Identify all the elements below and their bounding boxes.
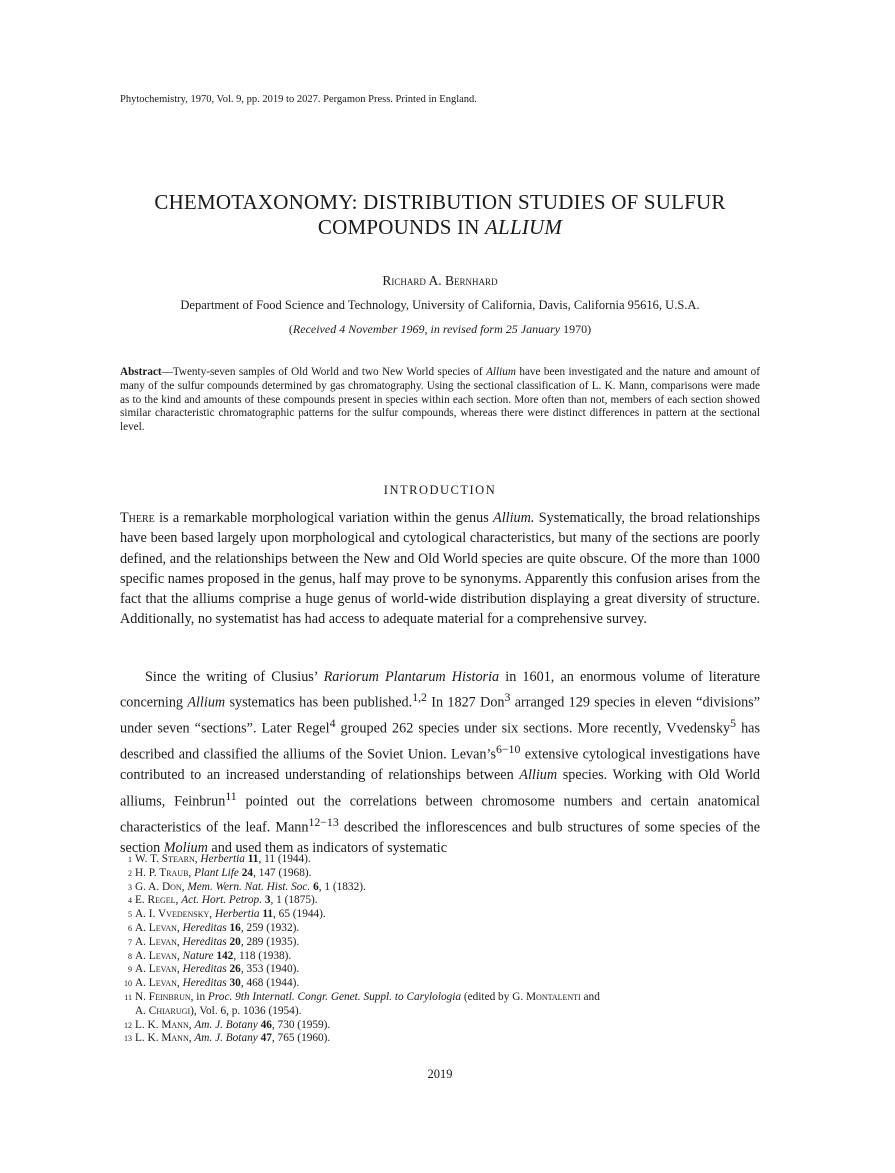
footnote-journal: Act. Hort. Petrop.	[181, 894, 263, 907]
footnote-journal: Proc. 9th Internatl. Congr. Genet. Suppl. to Carylologia	[207, 990, 462, 1003]
p2-text-i: species. Working with Old World alliums, Feinbrun	[120, 767, 760, 810]
footnote-volume: 16	[229, 921, 241, 934]
footnote-item	[120, 991, 765, 1019]
revised-date: 25 January	[502, 322, 564, 336]
p2-text-a: Since the writing of Clusius’	[145, 669, 324, 685]
footnote-item: 3 G. A. Don, Mem. Wern. Nat. Hist. Soc. 6, 1 (1832).	[120, 881, 765, 895]
author-affiliation: Department of Food Science and Technology, University of California, Davis, California 95616, U.S.A.	[180, 298, 700, 312]
citation-5: 5	[730, 716, 737, 731]
footnote-volume: 6	[313, 880, 319, 893]
abstract-text-2: have been investigated and the nature and amount of many of the sulfur compounds determined by gas chromatography. Using the sectional classification of L. K. Mann, comparisons were made as to the kind and amounts of these compounds present in species within each section. More often than not, members of each section showed similar characteristic chromatographic patterns for the sulfur compounds, whereas there were distinct differences in pattern at the sectional level.	[120, 366, 760, 434]
footnotes	[120, 853, 765, 1046]
intro-paragraph-2	[120, 667, 760, 858]
footnote-journal: Hereditas	[182, 977, 227, 990]
p2-text-k: described the inflorescences and bulb structures of some species of the section	[120, 819, 760, 856]
footnote-journal: Hereditas	[182, 935, 227, 948]
abstract-label: Abstract	[120, 366, 162, 378]
p2-text-j: pointed out the correlations between chromosome numbers and certain anatomical characteristics of the leaf. Mann	[120, 793, 760, 836]
received-close: )	[587, 322, 592, 336]
footnote-rest: , 118 (1938).	[233, 949, 292, 962]
section-heading-introduction: INTRODUCTION	[383, 483, 497, 497]
p2-text-e: arranged 129 species in eleven “divisions” under seven “sections”. Later Regel	[120, 695, 760, 738]
footnote-author: A. Levan	[135, 935, 177, 948]
footnote-rest: , 259 (1932).	[240, 921, 300, 934]
page-number: 2019	[427, 1067, 453, 1081]
footnote-number: 2	[128, 868, 132, 878]
footnote-volume: 47	[260, 1032, 272, 1045]
revised-year: 1970	[563, 322, 588, 336]
footnote-author: N. Feinbrun	[135, 990, 191, 1003]
footnote-volume: 46	[260, 1018, 272, 1031]
intro-paragraph-1	[120, 508, 760, 630]
footnote-number: 6	[128, 923, 132, 933]
footnote-journal: Am. J. Botany	[194, 1018, 258, 1031]
title-line-2-prefix: COMPOUNDS IN	[317, 215, 486, 239]
footnote-number: 7	[128, 937, 132, 947]
p2-genus-1: Allium	[187, 695, 226, 712]
abstract	[120, 366, 760, 435]
citation-12-13: 12−13	[308, 814, 339, 829]
journal-header: Phytochemistry, 1970, Vol. 9, pp. 2019 to 2027. Pergamon Press. Printed in England.	[120, 94, 477, 105]
footnote-author: A. Levan	[135, 949, 177, 962]
p1-text-a: is a remarkable morphological variation within the genus	[154, 510, 494, 526]
footnote-item: 12 L. K. Mann, Am. J. Botany 46, 730 (1959).	[120, 1019, 765, 1033]
footnote-author: A. Levan	[135, 963, 177, 976]
footnote-item: 1 W. T. Stearn, Herbertia 11, 11 (1944).	[120, 853, 765, 867]
footnote-editor: G. Montalenti	[512, 990, 581, 1003]
footnote-item: 7 A. Levan, Hereditas 20, 289 (1935).	[120, 936, 765, 950]
footnote-rest: ), Vol. 6, p. 1036 (1954).	[190, 1004, 302, 1017]
footnote-rest: , 289 (1935).	[240, 935, 300, 948]
footnote-author: A. Levan	[135, 921, 177, 934]
p2-text-b: in 1601, an enormous volume of literature concerning	[120, 669, 761, 712]
footnote-volume: 11	[262, 908, 274, 921]
received-dates	[120, 322, 760, 337]
footnote-rest: , 353 (1940).	[240, 963, 300, 976]
footnote-number: 3	[128, 882, 132, 892]
author-name: Richard A. Bernhard	[382, 273, 498, 288]
footnote-journal: Plant Life	[194, 866, 239, 879]
paragraph-lead-word: There	[120, 510, 155, 526]
footnote-journal: Herbertia	[200, 853, 245, 865]
footnote-rest: , 468 (1944).	[240, 977, 300, 990]
citation-1-2: 1,2	[412, 690, 427, 705]
revised-label: in revised form	[430, 322, 503, 336]
footnote-author: G. A. Don	[135, 880, 182, 893]
footnote-number: 8	[128, 951, 132, 961]
abstract-genus: Allium	[486, 366, 516, 378]
footnote-author: A. I. Vvedensky	[135, 908, 210, 921]
p2-text-l: and used them as indicators of systematic	[207, 839, 448, 856]
received-date: 4 November 1969,	[336, 322, 431, 336]
paper-title	[120, 190, 760, 240]
citation-6-10: 6−10	[495, 742, 521, 757]
footnote-rest: , 11 (1944).	[258, 853, 311, 865]
title-genus: ALLIUM	[485, 215, 563, 239]
footnote-number: 9	[128, 965, 132, 975]
received-open: (	[288, 322, 293, 336]
footnote-number: 11	[124, 992, 132, 1002]
footnote-journal: Mem. Wern. Nat. Hist. Soc.	[187, 880, 311, 893]
footnote-rest: , 765 (1960).	[271, 1032, 331, 1045]
footnote-rest: , 65 (1944).	[273, 908, 326, 921]
footnote-item: 2 H. P. Traub, Plant Life 24, 147 (1968).	[120, 867, 765, 881]
footnote-rest: , 147 (1968).	[253, 866, 312, 879]
footnote-author: H. P. Traub	[135, 866, 189, 879]
title-line-2	[120, 215, 760, 240]
footnote-author: E. Regel	[135, 894, 176, 907]
footnote-item: 6 A. Levan, Hereditas 16, 259 (1932).	[120, 922, 765, 936]
citation-11: 11	[225, 788, 237, 803]
p2-book-title: Rariorum Plantarum Historia	[323, 669, 500, 685]
footnote-number: 13	[124, 1034, 132, 1044]
footnote-rest: , 730 (1959).	[271, 1018, 331, 1031]
footnote-volume: 11	[247, 853, 259, 865]
p2-text-d: In 1827 Don	[426, 695, 505, 712]
footnote-connector: (edited by	[461, 990, 513, 1003]
footnote-item: 10 A. Levan, Hereditas 30, 468 (1944).	[120, 977, 765, 991]
citation-4: 4	[329, 716, 336, 731]
p2-text-g: has described and classified the alliums of the Soviet Union. Levan’s	[120, 721, 760, 764]
footnote-journal: Hereditas	[182, 921, 227, 934]
title-line-1: CHEMOTAXONOMY: DISTRIBUTION STUDIES OF SULFUR	[154, 190, 726, 214]
p1-genus: Allium.	[493, 510, 535, 526]
footnote-item: 13 L. K. Mann, Am. J. Botany 47, 765 (1960).	[120, 1032, 765, 1046]
received-label: Received	[292, 322, 337, 336]
p2-section-name: Molium	[163, 839, 208, 856]
footnote-number: 10	[124, 979, 132, 989]
footnote-journal: Herbertia	[214, 908, 260, 921]
footnote-volume: 26	[229, 963, 241, 976]
footnote-number: 1	[128, 855, 132, 864]
p2-text-f: grouped 262 species under six sections. More recently, Vvedensky	[335, 721, 731, 738]
footnote-rest: , 1 (1832).	[318, 880, 366, 893]
footnote-volume: 24	[241, 866, 254, 879]
footnote-number: 4	[128, 896, 132, 906]
footnote-author: A. Levan	[135, 977, 177, 990]
footnote-volume: 20	[229, 935, 241, 948]
footnote-item: 9 A. Levan, Hereditas 26, 353 (1940).	[120, 963, 765, 977]
footnote-volume: 30	[229, 977, 241, 990]
footnote-journal: Hereditas	[182, 963, 227, 976]
footnote-author: L. K. Mann	[135, 1018, 189, 1031]
footnote-item: 8 A. Levan, Nature 142, 118 (1938).	[120, 950, 765, 964]
footnote-editor: A. Chiarugi	[135, 1004, 191, 1017]
citation-3: 3	[504, 690, 511, 705]
footnote-item: 4 E. Regel, Act. Hort. Petrop. 3, 1 (1875).	[120, 894, 765, 908]
footnote-volume: 3	[264, 894, 271, 907]
p2-text-c: systematics has been published.	[225, 695, 413, 712]
footnote-number: 5	[128, 910, 132, 920]
footnote-number: 12	[124, 1020, 132, 1030]
footnote-volume: 142	[216, 949, 234, 962]
footnote-rest: , 1 (1875).	[270, 894, 318, 907]
footnote-connector: , in	[190, 990, 208, 1003]
footnote-author: L. K. Mann	[135, 1032, 189, 1045]
footnote-item: 5 A. I. Vvedensky, Herbertia 11, 65 (1944).	[120, 908, 765, 922]
p2-genus-2: Allium	[519, 767, 558, 784]
footnote-journal: Am. J. Botany	[194, 1032, 258, 1045]
footnote-author: W. T. Stearn	[135, 853, 195, 865]
footnote-continuation	[120, 1005, 765, 1019]
footnote-journal: Nature	[182, 949, 214, 962]
p2-text-h: extensive cytological investigations have contributed to an increased understanding of relationships between	[120, 747, 760, 784]
p1-text-b: Systematically, the broad relationships have been based largely upon morphological and cytological characteristics, but many of the sections are poorly defined, and the relationships between the New and Old World species are quite obscure. Of the more than 1000 specific names proposed in the genus, half may prove to be synonyms. Apparently this confusion arises from the fact that the alliums comprise a huge genus of world-wide distribution displaying a great diversity of structure. Additionally, no systematist has had access to adequate material for a comprehensive survey.	[120, 510, 760, 628]
abstract-text-1: —Twenty-seven samples of Old World and two New World species of	[161, 366, 487, 378]
footnote-connector: and	[580, 990, 600, 1003]
